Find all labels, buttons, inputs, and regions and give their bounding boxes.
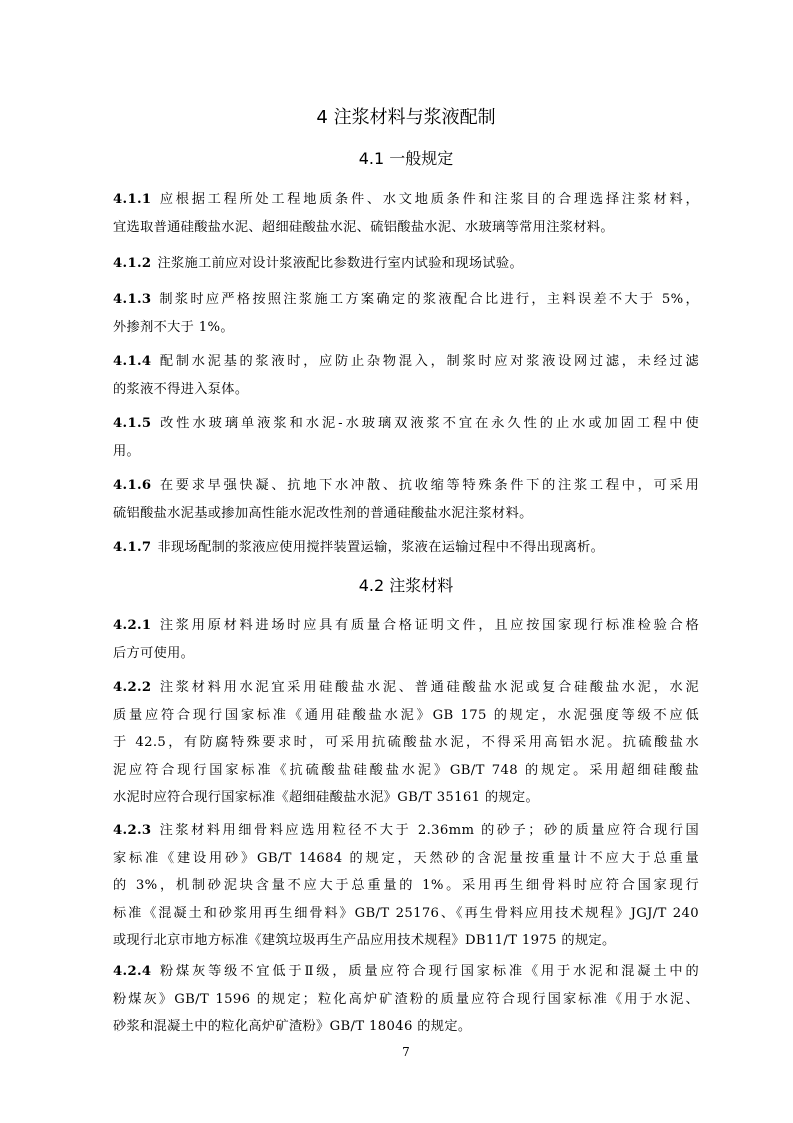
clause-text: 非现场配制的浆液应使用搅拌装置运输，浆液在运输过程中不得出现离析。 <box>157 540 605 555</box>
clause-text: 或现行北京市地方标准《建筑垃圾再生产品应用技术规程》DB11/T 1975 的规定。 <box>113 933 616 948</box>
clause-number: 4.2.2 <box>113 680 152 695</box>
clause-text: 注浆施工前应对设计浆液配比参数进行室内试验和现场试验。 <box>157 256 523 271</box>
clause-text: 外掺剂不大于 1%。 <box>113 319 234 335</box>
chapter-title: 4 注浆材料与浆液配制 <box>316 107 496 128</box>
clause-number: 4.2.4 <box>113 964 152 979</box>
clause-text: 泥应符合现行国家标准《抗硫酸盐硅酸盐水泥》GB/T 748 的规定。采用超细硅酸盐 <box>113 762 699 778</box>
clause-4-1-3 <box>113 286 699 341</box>
clause-text: 家标准《建设用砂》GB/T 14684 的规定，天然砂的含泥量按重量计不应大于总重量 <box>113 850 699 866</box>
section-title-4-2: 4.2 注浆材料 <box>358 576 454 595</box>
clause-4-2-3 <box>113 817 699 955</box>
clause-number: 4.1.6 <box>113 478 152 493</box>
page-number: 7 <box>402 1045 410 1059</box>
clause-text: 水泥时应符合现行国家标准《超细硅酸盐水泥》GB/T 35161 的规定。 <box>113 790 540 805</box>
clause-text: 的浆液不得进入泵体。 <box>113 381 249 397</box>
clause-text: 后方可使用。 <box>113 645 195 661</box>
clause-4-1-7 <box>113 534 699 562</box>
clause-text: 制浆时应严格按照注浆施工方案确定的浆液配合比进行，主料误差不大于 5%， <box>157 292 699 307</box>
clause-text: 在要求早强快凝、抗地下水冲散、抗收缩等特殊条件下的注浆工程中，可采用 <box>157 478 699 493</box>
clause-text: 粉煤灰》GB/T 1596 的规定；粒化高炉矿渣粉的质量应符合现行国家标准《用于水泥、 <box>113 991 699 1007</box>
clause-4-1-5 <box>113 410 699 465</box>
clause-text: 宜选取普通硅酸盐水泥、超细硅酸盐水泥、硫铝酸盐水泥、水玻璃等常用注浆材料。 <box>113 219 614 235</box>
clause-4-1-2 <box>113 250 699 278</box>
clause-4-2-4 <box>113 958 699 1041</box>
section-title-4-1: 4.1 一般规定 <box>358 149 454 168</box>
clause-4-1-1 <box>113 186 699 241</box>
clause-text: 注浆用原材料进场时应具有质量合格证明文件，且应按国家现行标准检验合格 <box>157 618 699 633</box>
clause-text: 改性水玻璃单液浆和水泥-水玻璃双液浆不宜在永久性的止水或加固工程中使 <box>157 416 699 431</box>
clause-number: 4.1.2 <box>113 256 152 271</box>
clause-text: 应根据工程所处工程地质条件、水文地质条件和注浆目的合理选择注浆材料， <box>157 192 699 207</box>
clause-text: 的 3%，机制砂泥块含量不应大于总重量的 1%。采用再生细骨料时应符合国家现行 <box>113 878 699 893</box>
clause-number: 4.1.5 <box>113 416 152 431</box>
clause-text: 标准《混凝土和砂浆用再生细骨料》GB/T 25176、《再生骨料应用技术规程》JGJ/T 240 <box>113 905 699 921</box>
clause-number: 4.1.1 <box>113 192 152 207</box>
clause-text: 注浆材料用水泥宜采用硅酸盐水泥、普通硅酸盐水泥或复合硅酸盐水泥，水泥 <box>157 680 699 695</box>
clause-text: 用。 <box>113 443 141 459</box>
clause-text: 配制水泥基的浆液时，应防止杂物混入，制浆时应对浆液设网过滤，未经过滤 <box>157 354 699 369</box>
clause-number: 4.1.4 <box>113 354 152 369</box>
clause-number: 4.2.1 <box>113 618 152 633</box>
clause-number: 4.2.3 <box>113 823 152 838</box>
clause-number: 4.1.3 <box>113 292 152 307</box>
clause-4-1-6 <box>113 472 699 527</box>
clause-4-2-2 <box>113 674 699 812</box>
clause-4-2-1 <box>113 612 699 667</box>
clause-4-1-4 <box>113 348 699 403</box>
clause-text: 于 42.5，有防腐特殊要求时，可采用抗硫酸盐水泥，不得采用高铝水泥。抗硫酸盐水 <box>113 735 699 750</box>
clause-text: 硫铝酸盐水泥基或掺加高性能水泥改性剂的普通硅酸盐水泥注浆材料。 <box>113 505 533 521</box>
clause-text: 粉煤灰等级不宜低于Ⅱ级，质量应符合现行国家标准《用于水泥和混凝土中的 <box>157 964 699 979</box>
clause-text: 注浆材料用细骨料应选用粒径不大于 2.36mm 的砂子；砂的质量应符合现行国 <box>157 823 699 838</box>
clause-number: 4.1.7 <box>113 540 152 555</box>
clause-text: 质量应符合现行国家标准《通用硅酸盐水泥》GB 175 的规定，水泥强度等级不应低 <box>113 707 699 723</box>
clause-text: 砂浆和混凝土中的粒化高炉矿渣粉》GB/T 18046 的规定。 <box>113 1019 472 1034</box>
